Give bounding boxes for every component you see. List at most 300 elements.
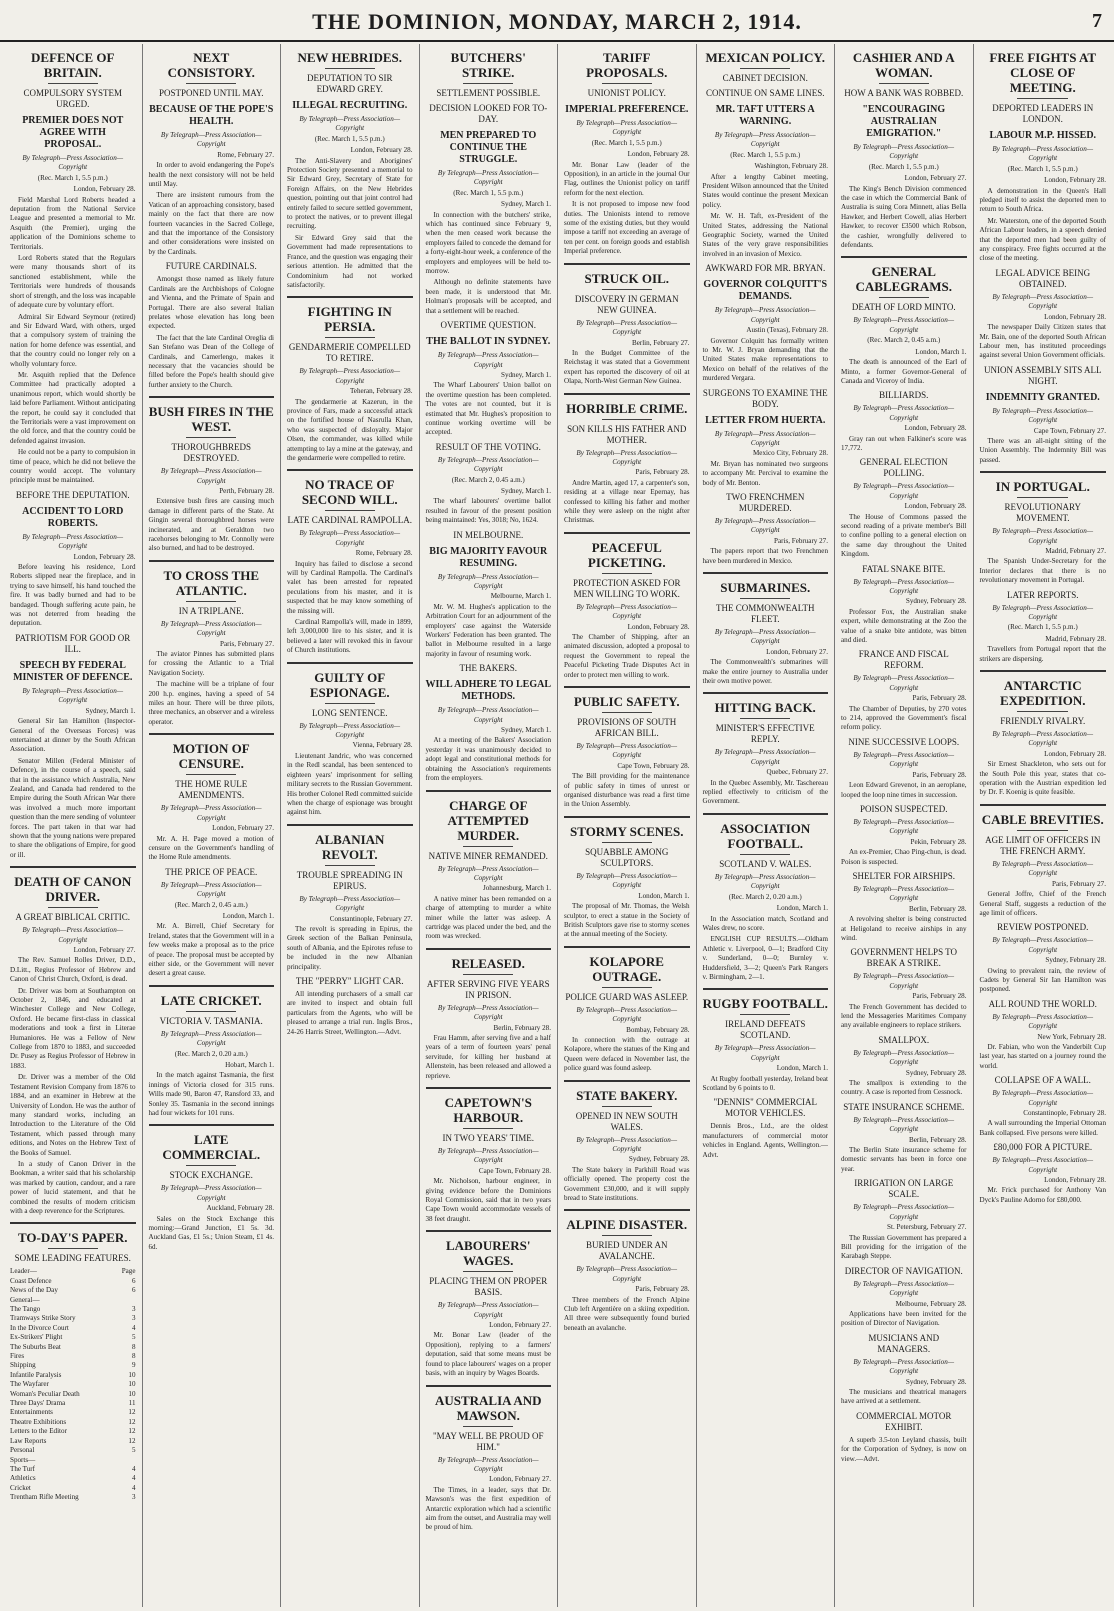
rule [463,1271,513,1272]
byline: By Telegraph—Press Association—Copyright [992,527,1094,545]
index-row [10,1286,136,1295]
index-page: 10 [128,1389,136,1398]
index-item: The Suburbs Beat [10,1342,61,1351]
article [287,662,413,818]
paragraph: The Chamber of Shipping, after an animated discussion, adopted a proposal to request the Government to repeal the Peaceful Picketing Trade Disputes Act in order to protect men willing to work. [564,633,690,679]
article [426,50,552,316]
paragraph: The wharf labourers' overtime ballot resulted in favour of the present position being maintained: Yes, 3018; No, 1624. [425,497,551,525]
article-subheading: ALL ROUND THE WORLD. [988,998,1097,1009]
paragraph: The Anti-Slavery and Aborigines' Protection Society presented a memorial to Sir Edward Grey, Secretary of State for Foreign Affairs, on the New Hebrides question, pointing out that joint control had entirely failed to secure settled government, to protect the natives, or to prevent illegal recruiting. [287,156,413,231]
index-page: 12 [128,1427,136,1436]
article-subheading: MR. TAFT UTTERS A WARNING. [715,104,815,127]
article [564,393,690,526]
index-row [10,1493,136,1502]
paragraph: Lieutenant Jandric, who was concerned in the Redl scandal, has been sentenced to eighteen years' imprisonment for selling military secrets to the Russian Government. His brother Colonel Redl committed suicide when the charge of espionage was brought against him. [287,751,413,817]
dateline: London, February 28. [904,502,967,511]
rule [149,733,275,735]
article [703,492,829,566]
rule [740,854,790,855]
article [980,590,1107,664]
paragraph: An ex-Premier, Chao Ping-chun, is dead. Poison is suspected. [841,848,967,866]
rule [287,824,413,826]
rule [564,1209,690,1211]
todays-paper-index [10,1267,136,1502]
paragraph: Mr. A. H. Page moved a motion of censure on the Government's handling of the Home Rule amendments. [148,834,274,862]
dateline: Sydney, February 28. [905,1377,967,1386]
rule [980,670,1107,672]
paragraph: A superb 3.5-ton Leyland chassis, built for the Corporation of Sydney, is now on view.—Advt. [841,1435,967,1463]
article-subheading: DECISION LOOKED FOR TO-DAY. [429,103,548,124]
received-time: (Rec. March 1, 5.5 p.m.) [1007,623,1078,632]
paragraph: The fact that the late Cardinal Oreglia di San Stefano was Dean of the College of Cardinals, and Camerlengo, makes it necessary that the vacancies should be filled before the Pope's health should give further anxiety to the Church. [148,333,274,389]
index-item: General— [10,1295,40,1304]
dateline: London, February 27. [766,647,828,656]
byline: By Telegraph—Press Association—Copyright [437,1147,539,1165]
article [841,1333,967,1407]
article-headline: LATE COMMERCIAL. [162,1132,261,1163]
index-page: 12 [128,1436,136,1445]
index-row [10,1437,136,1446]
article-subheading: GOVERNMENT HELPS TO BREAK A STRIKE. [850,947,957,969]
article-headline: ALPINE DISASTER. [566,1217,688,1233]
rule [564,1080,690,1082]
article [841,457,967,559]
index-row [10,1380,136,1389]
article-subheading: CONTINUE ON SAME LINES. [706,88,825,98]
article-headline: IN PORTUGAL. [995,479,1090,495]
article [980,50,1107,264]
dateline: London, February 28. [627,622,690,631]
article [426,663,552,783]
article [980,268,1107,361]
byline: By Telegraph—Press Association—Copyright [853,1048,955,1067]
byline: By Telegraph—Press Association—Copyright [437,706,539,724]
article-headline: ASSOCIATION FOOTBALL. [720,820,811,851]
article-subheading: UNIONIST POLICY. [587,88,666,98]
received-time: (Rec. March 1, 5.5 p.m.) [1007,164,1078,173]
index-page: 9 [131,1361,136,1370]
article-subheading: TWO FRENCHMEN MURDERED. [726,491,805,513]
rule [703,572,829,574]
article-headline: CAPETOWN'S HARBOUR. [444,1095,532,1125]
article-subheading: LONG SENTENCE. [312,707,388,718]
article-subheading: POISON SUSPECTED. [859,803,948,814]
article-subheading: LABOUR M.P. HISSED. [989,130,1097,141]
paragraph: After a lengthy Cabinet meeting, President Wilson announced that the United States would continue the present Mexican policy. [702,172,828,209]
article [703,572,829,686]
byline: By Telegraph—Press Association—Copyright [714,748,816,766]
paragraph: ENGLISH CUP RESULTS.—Oldham Athletic v. Liverpool, 0—1; Bradford City v. Sunderland, 0—0; Burnley v. Huddersfield, 3—2; Queen's Park Rangers v. Birmingham, 2—1. [702,935,828,981]
dateline: Paris, February 28. [912,770,967,779]
article [426,530,552,660]
rule [149,396,275,398]
article-subheading: GENERAL ELECTION POLLING. [859,457,948,479]
paragraph: In the Quebec Assembly, Mr. Taschereau replied effectively to criticism of the Government. [702,778,828,806]
paragraph: He could not be a party to compulsion in time of peace, which he did not believe the country would accept. The voluntary principle must be maintained. [10,448,136,485]
byline: By Telegraph—Press Association—Copyright [22,926,124,944]
paragraph: Mr. W. M. Hughes's application to the Arbitration Court for an adjournment of the employers' case against the Waterside Workers' Federation has been granted. The ballot in Melbourne resulted in a large majority in favour of resuming work. [425,602,551,658]
index-row [10,1474,136,1483]
index-item: Ex-Strikers' Plight [10,1333,63,1342]
article-subheading: STATE INSURANCE SCHEME. [843,1101,965,1112]
article [149,733,275,862]
index-item: The Wayfarer [10,1380,49,1389]
article [980,804,1107,918]
index-page: 4 [131,1483,136,1492]
index-row [10,1456,136,1465]
article [287,296,413,463]
byline: By Telegraph—Press Association—Copyright [160,131,262,149]
paragraph: A native miner has been remanded on a charge of attempting to murder a white miner while the latter was asleep. A cartridge was placed under the bed, and the room was wrecked. [425,894,551,941]
column-2 [143,44,282,1607]
byline: By Telegraph—Press Association—Copyright [576,1265,678,1283]
dateline: London, February 27. [489,1321,551,1330]
paragraph: Senator Millen (Federal Minister of Defence), in the course of a speech, said that in the assistance which Australia, New Zealand, and Canada had rendered to the Empire during the South African War there was involved a much more important question than the mere sending of volunteer forces. The part taken in that war had shown that the young nations were prepared to share the obligations of Empire, for good or ill. [10,756,136,859]
article-subheading: PATRIOTISM FOR GOOD OR ILL. [15,632,131,654]
article-headline: LATE CRICKET. [160,992,262,1008]
paragraph: Inquiry has failed to disclose a second will by Cardinal Rampolla. The Cardinal's valet has been arrested for repeated peculations from his master, and it is suspected that he may know something of the missing will. [287,559,413,615]
dateline: London, February 27. [73,946,136,954]
received-time: (Rec. March 2, 0.20 a.m.) [174,1049,248,1058]
dateline: Constantinople, February 27. [329,914,413,923]
article-headline: FIGHTING IN PERSIA. [307,304,392,335]
article-subheading: BILLIARDS. [879,390,929,401]
masthead [0,0,1114,42]
index-page: 11 [128,1399,136,1408]
byline: By Telegraph—Press Association—Copyright [437,351,539,369]
paragraph: The musicians and theatrical managers have arrived at a settlement. [841,1387,967,1406]
byline: By Telegraph—Press Association—Copyright [992,406,1094,425]
article-subheading: UNION ASSEMBLY SITS ALL NIGHT. [983,364,1102,386]
rule [740,68,790,69]
article [703,50,829,259]
rule [564,816,690,818]
dateline: Paris, February 28. [912,992,967,1001]
article [841,564,967,646]
dateline: Berlin, February 28. [908,904,967,913]
article-subheading: IN A TRIPLANE. [178,605,244,616]
byline: By Telegraph—Press Association—Copyright [576,871,678,890]
article-subheading: STOCK EXCHANGE. [169,1170,253,1181]
article-headline: ALBANIAN REVOLT. [315,831,385,862]
byline: By Telegraph—Press Association—Copyright [160,804,262,822]
paragraph: Sales on the Stock Exchange this morning:—Grand Junction, £1 5s. 3d. Auckland Gas, £1 5s.; Union Steam, £1 4s. 6d. [148,1214,274,1251]
byline: By Telegraph—Press Association—Copyright [992,730,1094,748]
paragraph: The newspaper Daily Citizen states that Mr. Bain, one of the deported South African Labour men, has instituted proceedings against several Union Government officials. [979,323,1106,360]
rule [426,948,552,950]
article-subheading: LEGAL ADVICE BEING OBTAINED. [995,267,1091,289]
article-subheading: REVOLUTIONARY MOVEMENT. [1004,502,1081,524]
dateline: Sydney, March 1. [501,726,551,735]
article [426,1385,552,1533]
byline: By Telegraph—Press Association—Copyright [853,1115,955,1134]
received-time: (Rec. March 2, 0.20 a.m.) [728,892,802,901]
article [149,396,275,554]
paragraph: The King's Bench Division commenced the case in which the Commercial Bank of Australia is suing Cora Minnett, alias Bella Hawker, and Herbert Cowell, alias Herbert Hawker, to recover £3500 which Robson, the cashier, wrongfully delivered to defendants. [841,184,967,250]
article [10,490,136,629]
paragraph: In the match against Tasmania, the first innings of Victoria closed for 315 runs. Wills made 90, Baron 47, Ransford 33, and Sonley 35. Tasmania in the second innings had four wickets for 101 runs. [148,1071,274,1118]
paragraph: Dennis Bros., Ltd., are the oldest manufacturers of commercial motor vehicles in England. Agents, Wellington.—Advt. [702,1122,828,1159]
article-subheading: POLICE GUARD WAS ASLEEP. [565,991,689,1002]
rule [602,83,652,84]
index-row [10,1361,136,1370]
article-subheading: ILLEGAL RECRUITING. [292,100,408,111]
article [841,947,967,1030]
paragraph: In the Budget Committee of the Reichstag it was stated that a Government expert has reported the discovery of oil at Olapa, North-West German New Guinea. [564,348,690,386]
index-row [10,1408,136,1417]
rule [703,692,829,694]
rule [463,1128,513,1129]
index-item: Fires [10,1352,25,1361]
paragraph: At a meeting of the Bakers' Association yesterday it was unanimously decided to adopt legal and constitutional methods for obtaining the Association's requirements from the employers. [425,736,551,783]
rule [186,601,236,602]
paragraph: Applications have been invited for the position of Director of Navigation. [841,1309,967,1328]
rule [426,1087,552,1089]
dateline: London, February 28. [904,424,967,433]
article-headline: GENERAL CABLEGRAMS. [855,264,952,295]
article [841,50,967,250]
rule [287,469,413,471]
dateline: Washington, February 28. [754,162,828,171]
rule [149,985,275,987]
byline: By Telegraph—Press Association—Copyright [992,292,1094,311]
byline: By Telegraph—Press Association—Copyright [576,119,678,137]
column-7 [835,44,974,1607]
byline: By Telegraph—Press Association—Copyright [714,872,816,891]
index-row [10,1399,136,1408]
rule [740,1014,790,1015]
article-subheading: FATAL SNAKE BITE. [862,563,946,574]
byline: By Telegraph—Press Association—Copyright [160,1184,262,1202]
byline: By Telegraph—Press Association—Copyright [437,169,539,187]
paragraph: Mr. A. Birrell, Chief Secretary for Ireland, states that the Government will in a few weeks make a proposal as to the price of peace. The proposal must be accepted by either side, or the Government will never desert a great cause. [148,922,274,978]
byline: By Telegraph—Press Association—Copyright [160,619,262,638]
rule [10,1222,136,1224]
article-subheading: PREMIER DOES NOT AGREE WITH PROPOSAL. [22,115,124,150]
rule [703,988,829,990]
dateline: Cape Town, February 27. [1033,426,1106,435]
column-3 [281,44,420,1607]
article [564,1209,690,1333]
index-item: Leader— [10,1267,37,1276]
index-item: Shipping [10,1361,36,1370]
dateline: Paris, February 27. [1052,879,1106,888]
paragraph: Although no definite statements have been made, it is understood that Mr. Holman's proposals will be accepted, and that a settlement will be reached. [425,278,551,315]
article-subheading: IRRIGATION ON LARGE SCALE. [854,1178,954,1200]
article-subheading: WILL ADHERE TO LEGAL METHODS. [425,679,552,703]
byline: By Telegraph—Press Association—Copyright [714,516,816,535]
column-8 [974,44,1113,1607]
index-page: 3 [131,1314,136,1323]
paragraph: The death is announced of the Earl of Minto, a former Governor-General of Canada and Viceroy of India. [841,358,967,385]
byline: By Telegraph—Press Association—Copyright [576,448,678,466]
article-headline: NEXT CONSISTORY. [167,50,255,80]
paragraph: Mr. Nicholson, harbour engineer, in giving evidence before the Dominions Royal Commission, said that in two years Cape Town would accommodate vessels of 38 feet draught. [425,1177,551,1223]
index-item: Sports— [10,1455,36,1464]
byline: By Telegraph—Press Association—Copyright [992,936,1094,954]
index-row [10,1277,136,1286]
dateline: London, February 28. [1044,176,1106,185]
article-subheading: THE PRICE OF PEACE. [165,866,258,877]
rule [325,703,375,704]
byline: By Telegraph—Press Association—Copyright [853,750,955,769]
index-page: 12 [128,1417,136,1426]
paragraph: Sir Edward Grey said that the Government had made representations to France, and the question was engaging their serious attention. He admitted that the Condominium had not worked satisfactorily. [287,233,413,289]
rule [602,987,652,988]
article [10,866,136,1216]
rule [325,337,375,338]
dateline: Sydney, March 1. [85,706,136,715]
column-5 [558,44,697,1607]
dateline: Rome, February 28. [355,549,413,558]
index-page: Page [121,1267,136,1276]
paragraph: The Russian Government has prepared a Bill providing for the irrigation of the Karabagh Steppe. [841,1233,967,1261]
paragraph: There was an all-night sitting of the Union Assembly. The Indemnity Bill was passed. [979,436,1106,464]
article-subheading: FUTURE CARDINALS. [165,261,257,272]
byline: By Telegraph—Press Association—Copyright [437,864,539,882]
byline: By Telegraph—Press Association—Copyright [853,1279,955,1298]
article-subheading: SURGEONS TO EXAMINE THE BODY. [702,387,828,409]
article-subheading: COMMERCIAL MOTOR EXHIBIT. [856,1410,952,1432]
article-headline: TARIFF PROPOSALS. [586,50,668,80]
article-headline: TO CROSS THE ATLANTIC. [163,567,260,598]
article-subheading: THE HOME RULE AMENDMENTS. [175,779,248,801]
article [149,985,275,1119]
dateline: Paris, February 27. [220,639,274,648]
article-headline: NEW HEBRIDES. [297,50,402,65]
article [287,50,413,290]
byline: By Telegraph—Press Association—Copyright [714,131,816,149]
paragraph: In connection with the butchers' strike, which has continued since February 9, when the men ceased work because the employers failed to concede the demand for a forty-eight-hour week, a conference of the employers and employees will be held to-morrow. [425,210,551,276]
article-subheading: A GREAT BIBLICAL CRITIC. [15,912,130,923]
rule [564,686,690,688]
article-headline: RUGBY FOOTBALL. [702,996,828,1012]
byline: By Telegraph—Press Association—Copyright [853,972,955,990]
received-time: (Rec. March 1, 5.5 p.m.) [868,162,939,171]
article [149,560,275,727]
rule [564,532,690,534]
article [10,50,136,486]
article-headline: BUTCHERS' STRIKE. [450,50,526,80]
index-row [10,1324,136,1333]
article-subheading: LETTER FROM HUERTA. [705,414,826,426]
rule [186,83,236,84]
byline: By Telegraph—Press Association—Copyright [992,145,1094,163]
byline: By Telegraph—Press Association—Copyright [576,742,678,760]
article-subheading: BIG MAJORITY FAVOUR RESUMING. [429,545,548,569]
article [564,816,690,940]
paragraph: Dr. Fabian, who won the Vanderbilt Cup last year, has started on a journey round the world. [979,1042,1106,1070]
article-subheading: IMPERIAL PREFERENCE. [565,104,689,115]
dateline: London, February 28. [627,150,690,159]
index-row [10,1352,136,1361]
byline: By Telegraph—Press Association—Copyright [160,467,262,485]
article-subheading: NINE SUCCESSIVE LOOPS. [848,736,960,747]
index-item: Letters to the Editor [10,1427,67,1436]
article-subheading: THE BALLOT IN SYDNEY. [426,336,551,348]
paragraph: Field Marshal Lord Roberts headed a deputation from the National Service League and presented a memorial to Mr. Asquith (the Premier), urging the application of the Dominions scheme to Territorials. [10,195,136,251]
paragraph: The Commonwealth's submarines will make the entire journey to Australia under their own motive power. [702,658,828,686]
article-subheading: AFTER SERVING FIVE YEARS IN PRISON. [426,978,550,1000]
byline: By Telegraph—Press Association—Copyright [160,880,262,899]
article-subheading: GENDARMERIE COMPELLED TO RETIRE. [288,342,411,364]
article-subheading: "ENCOURAGING AUSTRALIAN EMIGRATION." [862,104,946,139]
index-page: 8 [131,1342,136,1351]
byline: By Telegraph—Press Association—Copyright [992,859,1094,878]
paragraph: The proposal of Mr. Thomas, the Welsh sculptor, to erect a statue in the Society of British Sculptors gave rise to stormy scenes at the annual meeting of the Society. [564,902,690,939]
paragraph: Travellers from Portugal report that the strikers are dispersing. [979,645,1106,663]
article-subheading: SOME LEADING FEATURES. [14,1253,131,1264]
paragraph: Mr. W. H. Taft, ex-President of the United States, addressing the National Geographic Society, warned the United States of the very grave responsibilities involved in an invasion of Mexico. [702,212,828,258]
dateline: Sydney, March 1. [501,370,551,379]
byline: By Telegraph—Press Association—Copyright [576,1005,678,1024]
article-subheading: LATE CARDINAL RAMPOLLA. [287,515,412,526]
article [426,442,552,526]
paragraph: Admiral Sir Edward Seymour (retired) and Sir Edward Ward, with others, urged that a compulsory system of training the nation for home defence was essential, and that the country could no longer rely on a wholly voluntary force. [10,312,136,368]
rule [564,393,690,395]
paragraph: The Chamber of Deputies, by 270 votes to 214, approved the Government's fiscal reform policy. [841,704,967,732]
index-row [10,1296,136,1305]
article [564,946,690,1074]
article-subheading: SMALLPOX. [878,1034,930,1045]
received-time: (Rec. March 1, 5.5 p.m.) [591,138,662,147]
rule [325,68,375,69]
rule [186,1011,236,1012]
article-subheading: DEPUTATION TO SIR EDWARD GREY. [307,73,393,94]
article [287,824,413,972]
rule [287,296,413,298]
index-row [10,1343,136,1352]
paragraph: The Times, in a leader, says that Dr. Mawson's was the first expedition of Antarctic exploration which had a scientific aim from the outset, and Australia may well be proud of him. [425,1485,551,1532]
dateline: Constantinople, February 28. [1023,1109,1106,1117]
dateline: Sydney, March 1. [501,486,551,495]
article [703,988,829,1093]
paragraph: Dr. Driver was a member of the Old Testament Revision Company from 1876 to 1884, and an examiner in Hebrew at the University of London. He was the author of many standard works, including an Introduction to the Literature of the Old Testament, which passed through many editions, and Notes on the Hebrew Text of the Books of Samuel. [10,1073,136,1157]
article-headline: AUSTRALIA AND MAWSON. [434,1392,542,1423]
paragraph: Three members of the French Alpine Club left Argentière on a skiing expedition. All three were subsequently found buried beneath an avalanche. [564,1295,690,1332]
index-page: 6 [131,1286,136,1295]
article [564,263,690,387]
article-headline: RELEASED. [451,955,525,971]
dateline: Hobart, March 1. [225,1061,274,1069]
article-subheading: DISCOVERY IN GERMAN NEW GUINEA. [574,293,679,315]
received-time: (Rec. March 1, 5.5 p.m.) [37,173,108,182]
byline: By Telegraph—Press Association—Copyright [853,316,955,334]
dateline: Austin (Texas), February 28. [746,326,828,335]
dateline: Paris, February 28. [635,468,690,477]
byline: By Telegraph—Press Association—Copyright [992,1089,1094,1107]
paragraph: Extensive bush fires are causing much damage in different parts of the State. At Gingin several thoroughbred horses were incinerated, and at Geraldton two racehorses belonging to Mr. Connolly were also burned, and had to be destroyed. [148,497,274,553]
article-subheading: RESULT OF THE VOTING. [435,441,541,452]
rule [463,1426,513,1427]
article-headline: ANTARCTIC EXPEDITION. [999,678,1086,709]
index-row [10,1267,136,1276]
byline: By Telegraph—Press Association—Copyright [299,529,401,547]
dateline: Teheran, February 28. [349,387,413,396]
paragraph: Sir Ernest Shackleton, who sets out for the South Pole this year, states that co-operation with the Austrian expedition led by Dr. F. Koenig is quite feasible. [979,760,1106,797]
article [980,999,1107,1071]
dateline: London, February 27. [212,824,274,833]
paragraph: The smallpox is extending to the country. A case is reported from Cessnock. [841,1079,967,1097]
dateline: London, February 28. [1044,312,1106,321]
article-subheading: THE COMMONWEALTH FLEET. [716,603,815,624]
paragraph: In connection with the outrage at Kolapore, where the statues of the King and Queen were defaced in November last, the police guard was found asleep. [564,1035,690,1073]
byline: By Telegraph—Press Association—Copyright [714,628,816,646]
index-item: Coast Defence [10,1276,52,1285]
dateline: London, February 28. [73,552,136,561]
byline: By Telegraph—Press Association—Copyright [992,1156,1094,1174]
dateline: Berlin, February 28. [908,1135,967,1144]
